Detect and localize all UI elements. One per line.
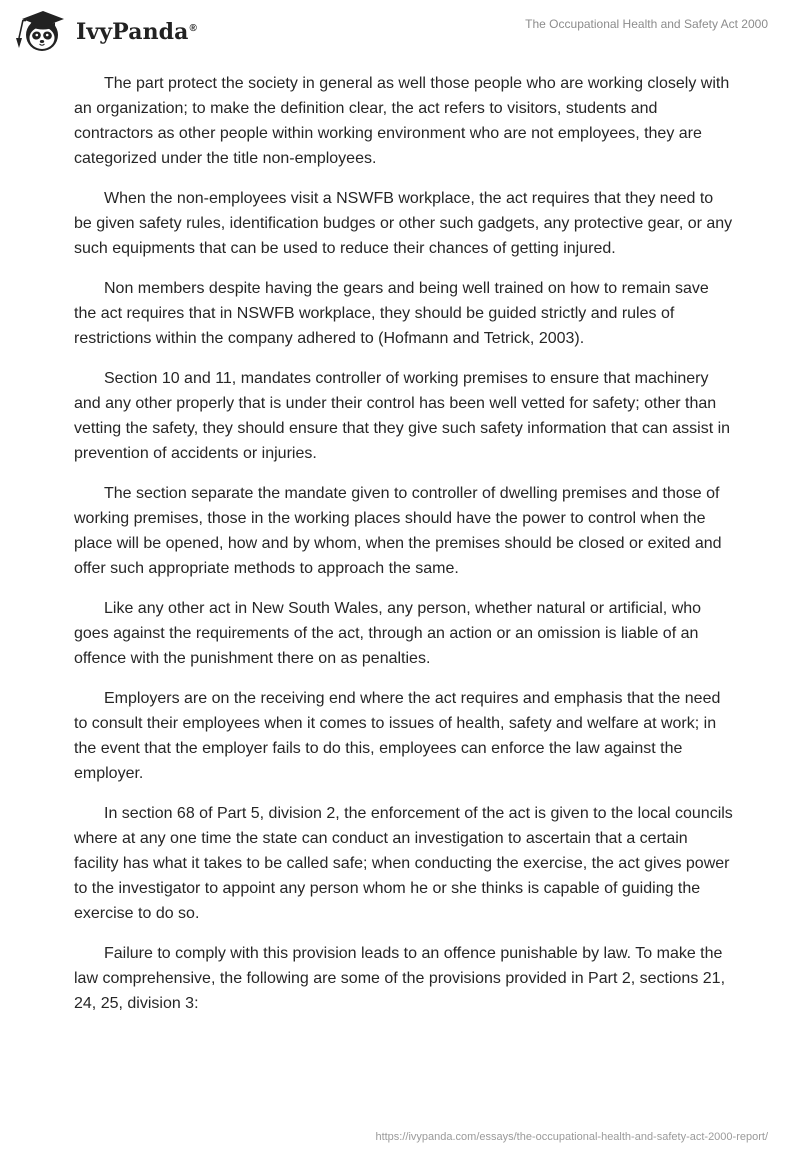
paragraph-8: In section 68 of Part 5, division 2, the enforcement of the act is given to the local councils where at any one time the state can conduct an investigation to ascertain that a certain facility has what it takes to be called safe; when conducting the exercise, the act gives power to the investigator to appoint any person whom he or she thinks is capable of guiding the exercise to do so. [74, 805, 733, 922]
brand-name: IvyPanda® [76, 19, 197, 45]
document-title: The Occupational Health and Safety Act 2000 [525, 17, 768, 31]
panda-graduate-icon [14, 8, 68, 54]
paragraph-6: Like any other act in New South Wales, any person, whether natural or artificial, who goes against the requirements of the act, through an action or an omission is liable of an offence with the punishment there on as penalties. [74, 600, 702, 667]
source-url-link[interactable]: https://ivypanda.com/essays/the-occupational-health-and-safety-act-2000-report/ [375, 1131, 768, 1143]
page-header [0, 0, 800, 64]
paragraph-1: The part protect the society in general as well those people who are working closely with an organization; to make the definition clear, the act refers to visitors, students and contractors as other people within working environment who are not employees, they are categorized under the title non-employees. [74, 75, 730, 167]
paragraph-7: Employers are on the receiving end where the act requires and emphasis that the need to consult their employees when it comes to issues of health, safety and welfare at work; in the event that the employer fails to do this, employees can enforce the law against the employer. [74, 690, 721, 782]
essay-body [74, 71, 734, 1031]
registered-mark: ® [189, 22, 197, 34]
paragraph-5: The section separate the mandate given to controller of dwelling premises and those of working premises, those in the working places should have the power to control when the place will be opened, how and by whom, when the premises should be closed or exited and offer such appropriate methods to approach the same. [74, 485, 722, 577]
paragraph-4: Section 10 and 11, mandates controller of working premises to ensure that machinery and any other properly that is under their control has been well vetted for safety; other than vetting the safety, they should ensure that they give such safety information that can assist in prevention of accidents or injuries. [74, 370, 731, 462]
paragraph-9: Failure to comply with this provision leads to an offence punishable by law. To make the law comprehensive, the following are some of the provisions provided in Part 2, sections 21, 24, 25, division 3: [74, 945, 726, 1012]
brand-logo[interactable] [14, 8, 197, 54]
paragraph-3: Non members despite having the gears and being well trained on how to remain save the act requires that in NSWFB workplace, they should be guided strictly and rules of restrictions within the company adhered to (Hofmann and Tetrick, 2003). [74, 280, 709, 347]
paragraph-2: When the non-employees visit a NSWFB workplace, the act requires that they need to be given safety rules, identification budges or other such gadgets, any protective gear, or any such equipments that can be used to reduce their chances of getting injured. [74, 190, 733, 257]
